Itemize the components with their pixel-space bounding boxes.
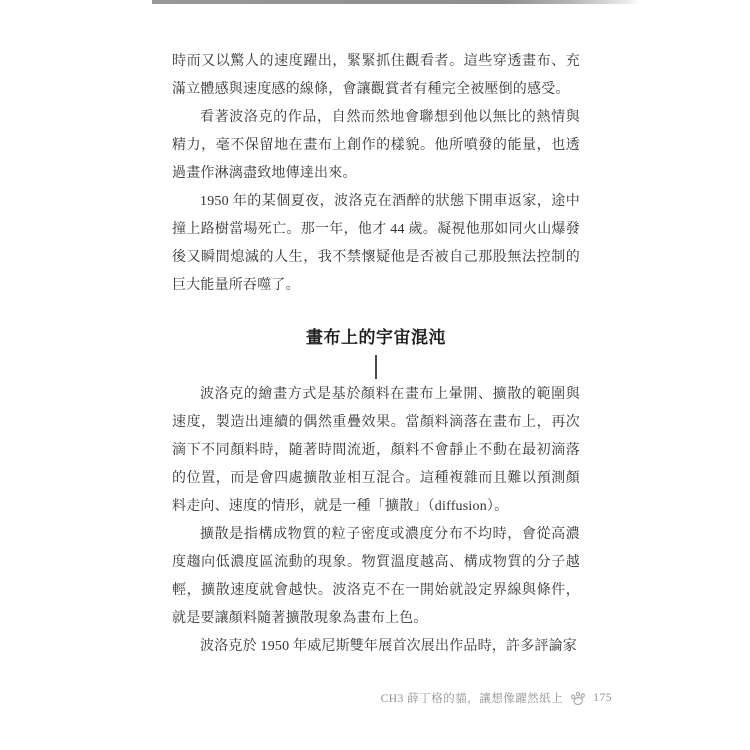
heading-divider (375, 355, 377, 379)
section-heading-block (172, 326, 580, 379)
paragraph: 波洛克的繪畫方式是基於顏料在畫布上暈開、擴散的範圍與速度，製造出連續的偶然重疊效果。當顏料滴落在畫布上，再次滴下不同顏料時，隨著時間流逝，顏料不會靜止不動在最初滴落的位置，而是會四處擴散並相互混合。這種複雜而且難以預測顏料走向、速度的情形，就是一種「擴散」（diffusion）。 (172, 387, 580, 514)
top-edge-artifact (152, 0, 640, 4)
page-number: 175 (593, 692, 612, 704)
page-footer (0, 690, 612, 706)
paragraph: 波洛克於 1950 年威尼斯雙年展首次展出作品時，許多評論家 (200, 639, 577, 654)
chapter-title: CH3 薛丁格的貓，讓想像躍然紙上 (380, 693, 564, 705)
paragraph: 時而又以驚人的速度躍出，緊緊抓住觀看者。這些穿透畫布、充滿立體感與速度感的線條，會讓觀賞者有種完全被壓倒的感受。 (172, 54, 580, 97)
section-heading: 畫布上的宇宙混沌 (306, 328, 446, 347)
paragraph: 1950 年的某個夏夜，波洛克在酒醉的狀態下開車返家，途中撞上路樹當場死亡。那一年，他才 44 歲。凝視他那如同火山爆發後又瞬間熄滅的人生，我不禁懷疑他是否被自己那股無法控制的巨大能量所吞噬了。 (172, 194, 580, 293)
body-text (172, 48, 580, 661)
paw-icon (570, 691, 586, 706)
paragraph: 擴散是指構成物質的粒子密度或濃度分布不均時，會從高濃度趨向低濃度區流動的現象。物質溫度越高、構成物質的分子越輕，擴散速度就會越快。波洛克不在一開始就設定界線與條件，就是要讓顏料隨著擴散現象為畫布上色。 (172, 527, 580, 626)
paragraph: 看著波洛克的作品，自然而然地會聯想到他以無比的熱情與精力，毫不保留地在畫布上創作的樣貌。他所噴發的能量，也透過畫作淋漓盡致地傳達出來。 (172, 110, 580, 181)
